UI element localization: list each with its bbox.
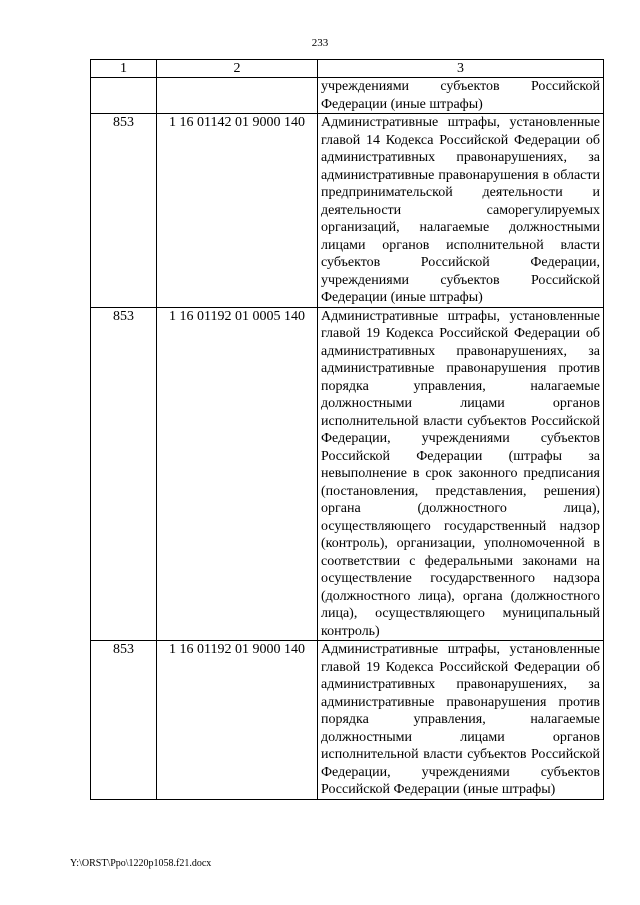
description-cell: Административные штрафы, установленные главой 14 Кодекса Российской Федерации об административных правонарушениях, за административные правонарушения в области предпринимательской деятельности и деятельности саморегулируемых организаций, налагаемые должностными лицами органов исполнительной власти субъектов Российской Федерации, учреждениями субъектов Российской Федерации (иные штрафы): [318, 114, 604, 308]
budget-code-cell: 1 16 01142 01 9000 140: [157, 114, 318, 308]
budget-code-cell: 1 16 01192 01 9000 140: [157, 641, 318, 800]
page-number: 233: [311, 37, 329, 49]
file-path-footer: Y:\ORST\Ppo\1220p1058.f21.docx: [70, 858, 212, 869]
table-row: [91, 78, 604, 114]
description-cell: учреждениями субъектов Российской Федерации (иные штрафы): [318, 78, 604, 114]
admin-code-cell: 853: [91, 114, 157, 308]
table-row: [91, 641, 604, 800]
table-header-row: [91, 60, 604, 78]
description-cell: Административные штрафы, установленные главой 19 Кодекса Российской Федерации об административных правонарушениях, за административные правонарушения против порядка управления, налагаемые должностными лицами органов исполнительной власти субъектов Российской Федерации, учреждениями субъектов Российской Федерации (штрафы за невыполнение в срок законного предписания (постановления, представления, решения) органа (должностного лица), осуществляющего государственный надзор (контроль), организации, уполномоченной в соответствии с федеральными законами на осуществление государственного надзора (должностного лица), органа (должностного лица), осуществляющего муниципальный контроль): [318, 307, 604, 641]
budget-code-cell: [157, 78, 318, 114]
column-header-1: 1: [91, 60, 157, 78]
description-cell: Административные штрафы, установленные главой 19 Кодекса Российской Федерации об административных правонарушениях, за административные правонарушения против порядка управления, налагаемые должностными лицами органов исполнительной власти субъектов Российской Федерации, учреждениями субъектов Российской Федерации (иные штрафы): [318, 641, 604, 800]
budget-code-cell: 1 16 01192 01 0005 140: [157, 307, 318, 641]
fines-table: [90, 59, 604, 800]
column-header-2: 2: [157, 60, 318, 78]
admin-code-cell: [91, 78, 157, 114]
table-row: [91, 114, 604, 308]
table-row: [91, 307, 604, 641]
column-header-3: 3: [318, 60, 604, 78]
admin-code-cell: 853: [91, 307, 157, 641]
admin-code-cell: 853: [91, 641, 157, 800]
